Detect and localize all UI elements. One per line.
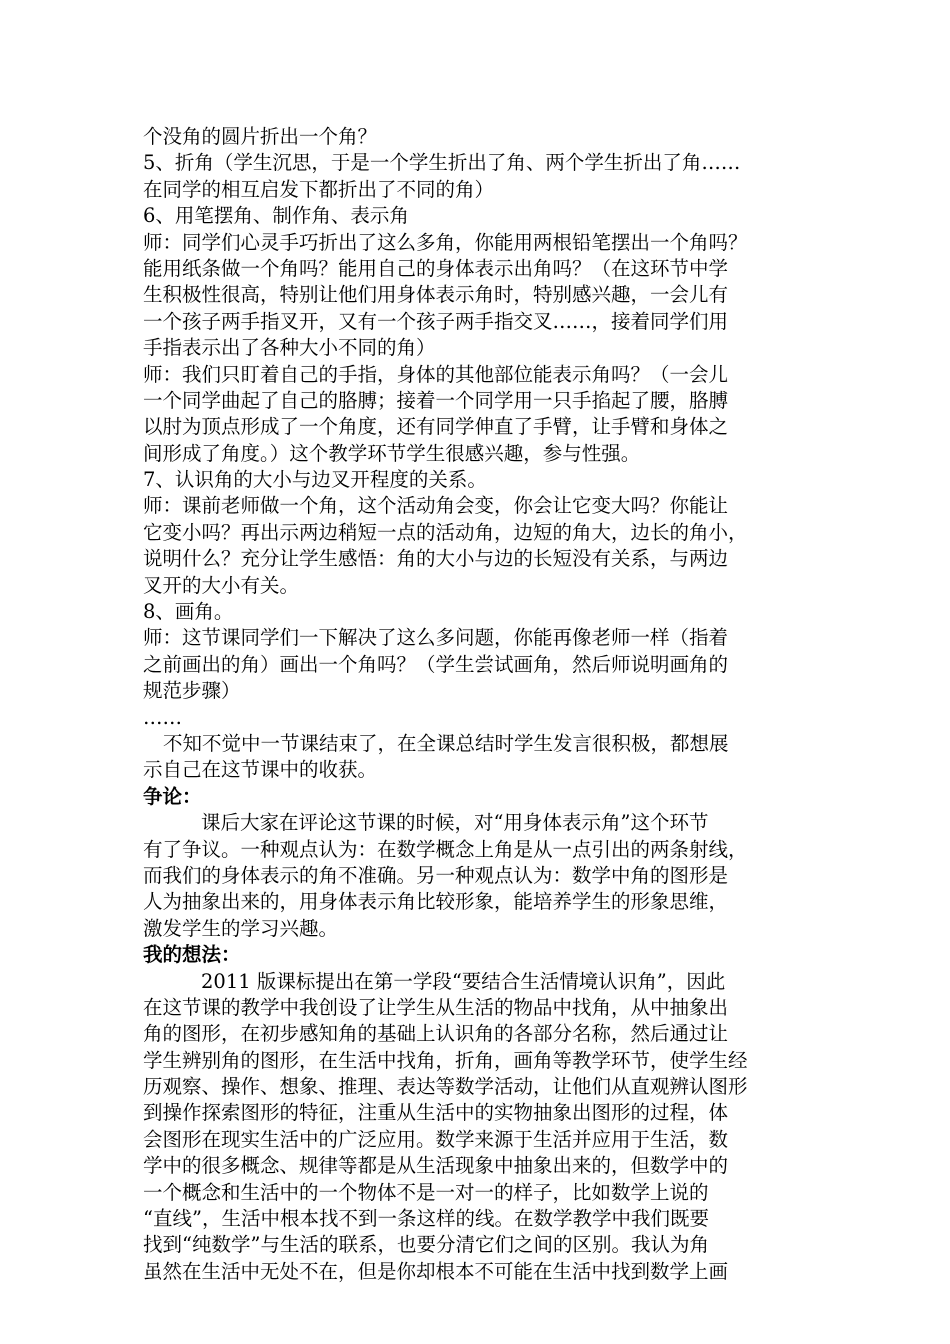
text-line: 角的图形，在初步感知角的基础上认识角的各部分名称，然后通过让	[143, 1022, 729, 1046]
text-line: 生积极性很高，特别让他们用身体表示角时，特别感兴趣，一会儿有	[143, 283, 729, 307]
text-line: 个没角的圆片折出一个角？	[143, 125, 378, 148]
text-line: 一个孩子两手指叉开，又有一个孩子两手指交叉……，接着同学们用	[143, 309, 729, 333]
text-line: 师：课前老师做一个角，这个活动角会变，你会让它变大吗？你能让	[143, 494, 729, 518]
document-body	[143, 124, 813, 1285]
text-line: 规范步骤）	[143, 679, 241, 703]
text-line: 虽然在生活中无处不在，但是你却根本不可能在生活中找到数学上画	[143, 1259, 729, 1283]
text-line: 之前画出的角）画出一个角吗？（学生尝试画角，然后师说明画角的	[143, 652, 729, 676]
text-line: 历观察、操作、想象、推理、表达等数学活动，让他们从直观辨认图形	[143, 1075, 748, 1099]
text-line: 课后大家在评论这节课的时候，对“用身体表示角”这个环节	[201, 811, 709, 835]
text-line: 以肘为顶点形成了一个角度，还有同学伸直了手臂，让手臂和身体之	[143, 415, 729, 439]
text-line: 手指表示出了各种大小不同的角）	[143, 336, 436, 360]
text-line: 师：同学们心灵手巧折出了这么多角，你能用两根铅笔摆出一个角吗？	[143, 230, 748, 254]
text-line: 会图形在现实生活中的广泛应用。数学来源于生活并应用于生活，数	[143, 1127, 729, 1151]
text-line: 有了争议。一种观点认为：在数学概念上角是从一点引出的两条射线，	[143, 837, 748, 861]
text-line: 找到“纯数学”与生活的联系，也要分清它们之间的区别。我认为角	[143, 1233, 709, 1257]
text-line: 而我们的身体表示的角不准确。另一种观点认为：数学中角的图形是	[143, 863, 729, 887]
text-line: 8、画角。	[143, 600, 234, 624]
text-line: 说明什么？充分让学生感悟：角的大小与边的长短没有关系，与两边	[143, 547, 729, 571]
text-line: 师：我们只盯着自己的手指，身体的其他部位能表示角吗？（一会儿	[143, 362, 729, 386]
text-line: 不知不觉中一节课结束了，在全课总结时学生发言很积极，都想展	[163, 731, 729, 755]
text-line: 激发学生的学习兴趣。	[143, 916, 339, 940]
text-line: 学中的很多概念、规律等都是从生活现象中抽象出来的，但数学中的	[143, 1154, 729, 1178]
section-heading: 争论：	[143, 784, 202, 808]
text-line: “直线”，生活中根本找不到一条这样的线。在数学教学中我们既要	[143, 1207, 709, 1231]
text-line: 6、用笔摆角、制作角、表示角	[143, 204, 409, 228]
text-line: 一个同学曲起了自己的胳膊；接着一个同学用一只手掐起了腰，胳膊	[143, 388, 729, 412]
text-line: 2011 版课标提出在第一学段“要结合生活情境认识角”，因此	[201, 969, 726, 993]
section-heading: 我的想法：	[143, 943, 241, 967]
text-line: 示自己在这节课中的收获。	[143, 758, 378, 782]
text-line: 5、折角（学生沉思，于是一个学生折出了角、两个学生折出了角……	[143, 151, 741, 175]
text-line: 一个概念和生活中的一个物体不是一对一的样子，比如数学上说的	[143, 1180, 709, 1204]
text-line: 到操作探索图形的特征，注重从生活中的实物抽象出图形的过程，体	[143, 1101, 729, 1125]
text-line: 叉开的大小有关。	[143, 573, 300, 597]
text-line: 它变小吗？再出示两边稍短一点的活动角，边短的角大，边长的角小，	[143, 520, 748, 544]
text-line: ……	[143, 705, 182, 729]
text-line: 人为抽象出来的，用身体表示角比较形象，能培养学生的形象思维，	[143, 890, 729, 914]
text-line: 在同学的相互启发下都折出了不同的角）	[143, 177, 495, 201]
text-line: 7、认识角的大小与边叉开程度的关系。	[143, 468, 487, 492]
text-line: 师：这节课同学们一下解决了这么多问题，你能再像老师一样（指着	[143, 626, 729, 650]
text-line: 学生辨别角的图形，在生活中找角，折角，画角等教学环节，使学生经	[143, 1048, 748, 1072]
text-line: 在这节课的教学中我创设了让学生从生活的物品中找角，从中抽象出	[143, 995, 729, 1019]
text-line: 间形成了角度。）这个教学环节学生很感兴趣，参与性强。	[143, 441, 641, 465]
text-line: 能用纸条做一个角吗？能用自己的身体表示出角吗？（在这环节中学	[143, 256, 729, 280]
